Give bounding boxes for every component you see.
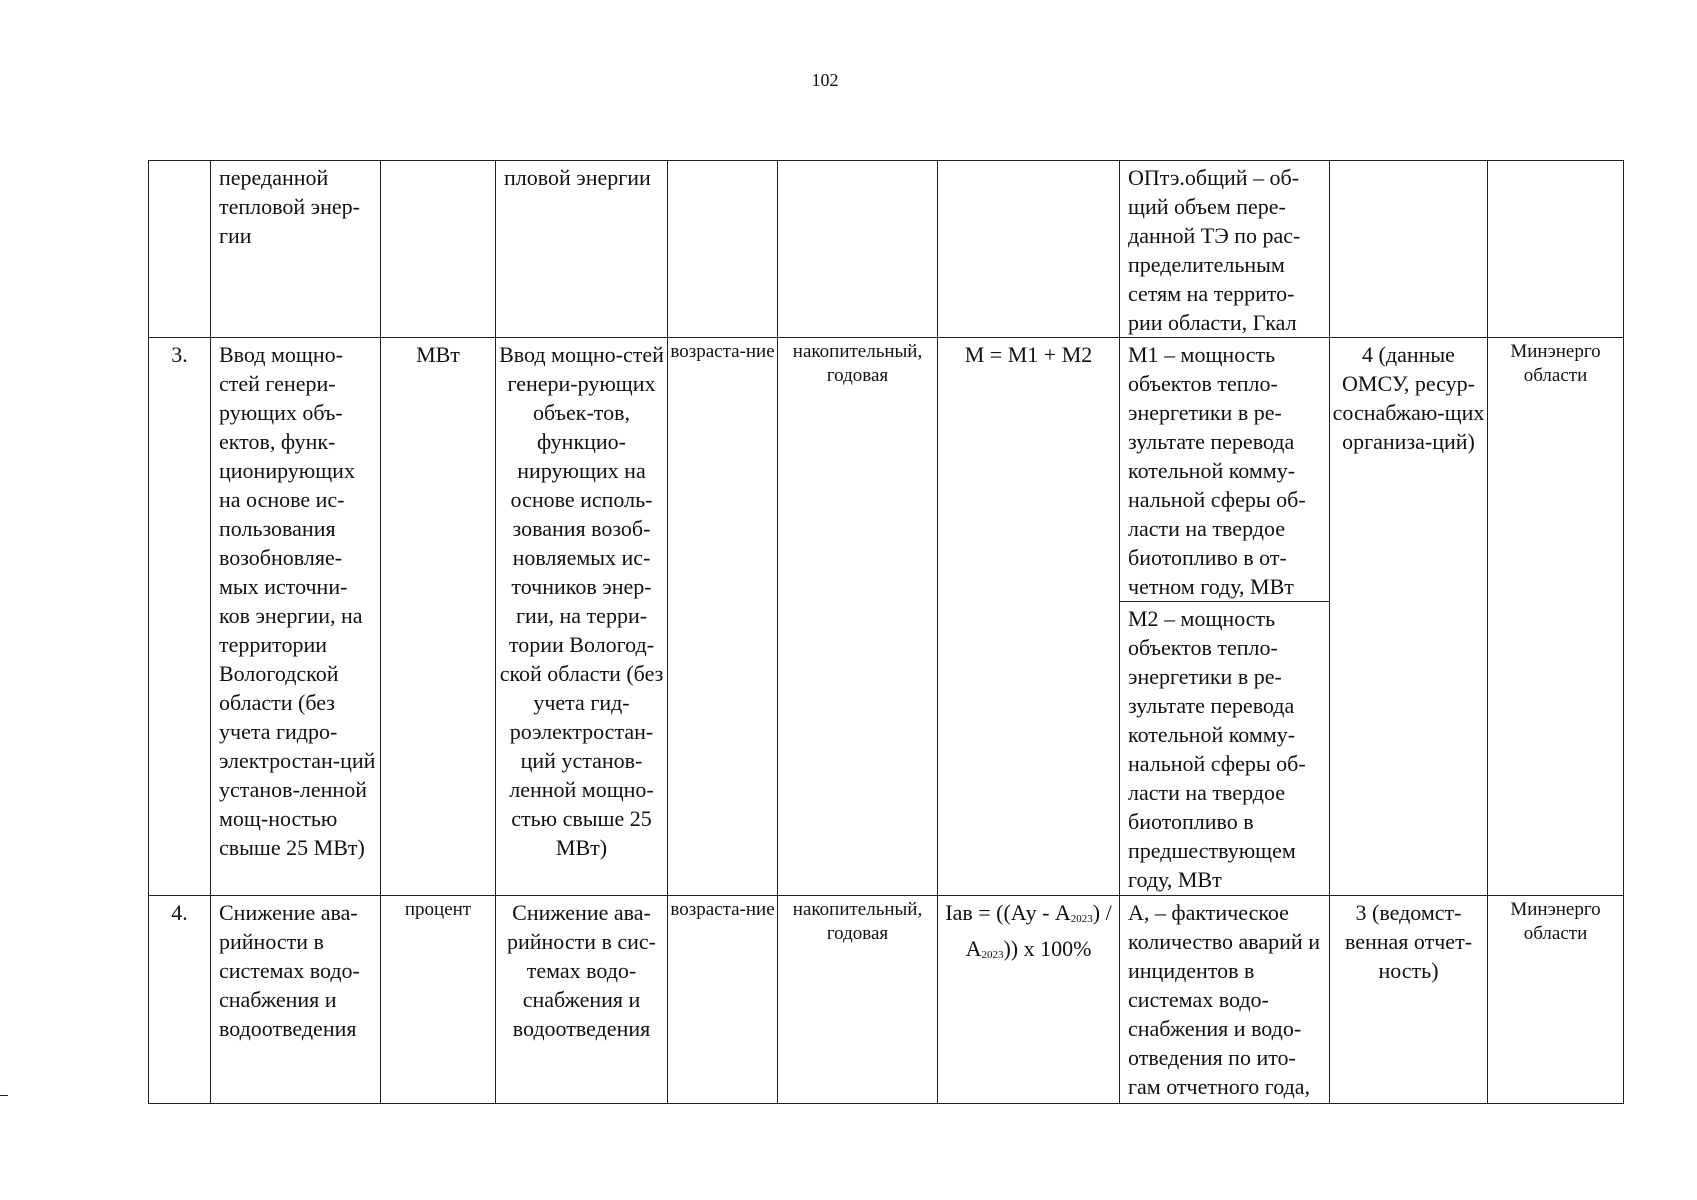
cell-unit [381, 161, 496, 338]
cell-dynamics [668, 338, 778, 896]
cell-responsible [1488, 161, 1624, 338]
edge-mark [0, 1095, 8, 1096]
formula-subscript: 2023 [1070, 913, 1093, 925]
indicator-definition: пловой энергии [504, 165, 651, 190]
cell-formula [938, 338, 1120, 896]
cell-unit [381, 896, 496, 1104]
cell-num [149, 896, 211, 1104]
cell-name [211, 896, 381, 1104]
cell-variables [1120, 338, 1330, 602]
cell-type [778, 161, 938, 338]
indicator-name: Ввод мощно-стей генери-рующих объ-ектов, функ-ционирующих на основе ис-пользования возобновляе-мых источни-ков энергии, на территории Вологодской области (без учета гидро-электростан-ций установ-ленной мощ-ностью свыше 25 МВт) [219, 342, 376, 860]
unit: процент [404, 899, 472, 920]
indicator-name: переданной тепловой энер-гии [219, 165, 360, 248]
dynamics: возраста-ние [670, 899, 775, 920]
cell-name [211, 338, 381, 896]
formula [938, 896, 1119, 970]
cell-source [1330, 161, 1488, 338]
variable-description: А, – фактическое количество аварий и инцидентов в системах водо-снабжения и водо-отведения по ито-гам отчетного года, [1128, 900, 1320, 1099]
indicators-table [148, 160, 1624, 1104]
formula: М = М1 + М2 [964, 342, 1093, 367]
indicator-name: Снижение ава-рийности в системах водо-снабжения и водоотведения [219, 900, 360, 1041]
row-number: 3. [171, 342, 188, 367]
table-row-continuation [149, 161, 1624, 338]
table-row-4 [149, 896, 1624, 1104]
page-number: 102 [811, 70, 839, 90]
unit: МВт [416, 342, 460, 367]
cell-variables [1120, 896, 1330, 1104]
variable-m1: М1 – мощность объектов тепло-энергетики в ре-зультате перевода котельной комму-нальной сферы об-ласти на твердое биотопливо в от-четном году, МВт [1128, 342, 1306, 599]
cell-variables [1120, 602, 1330, 896]
variable-description: ОПтэ.общий – об-щий объем пере-данной ТЭ по рас-пределительным сетям на террито-рии области, Гкал [1128, 165, 1301, 335]
cell-formula [938, 161, 1120, 338]
cell-definition [496, 161, 668, 338]
formula-part: )) х 100% [1003, 936, 1092, 961]
cell-source [1330, 338, 1488, 896]
cell-type [778, 338, 938, 896]
indicator-type: накопительный, годовая [792, 899, 923, 944]
cell-definition [496, 896, 668, 1104]
cell-type [778, 896, 938, 1104]
cell-num [149, 161, 211, 338]
cell-definition [496, 338, 668, 896]
cell-responsible [1488, 338, 1624, 896]
cell-dynamics [668, 896, 778, 1104]
cell-responsible [1488, 896, 1624, 1104]
indicator-definition: Ввод мощно-стей генери-рующих объек-тов, функцио-нирующих на основе исполь-зования возоб-новляемых ис-точников энер-гии, на терри-тории Вологод-ской области (без учета гид-роэлектростан-ций установ-ленной мощно-стью свыше 25 МВт) [499, 342, 664, 860]
responsible: Минэнерго области [1510, 899, 1601, 944]
cell-dynamics [668, 161, 778, 338]
data-source: 3 (ведомст-венная отчет-ность) [1344, 900, 1473, 983]
table-row-3 [149, 338, 1624, 602]
indicator-type: накопительный, годовая [792, 341, 923, 386]
cell-name [211, 161, 381, 338]
cell-source [1330, 896, 1488, 1104]
cell-formula [938, 896, 1120, 1104]
formula-subscript: 2023 [981, 949, 1004, 961]
formula-part: Iав = ((Ау - А [945, 900, 1071, 925]
cell-variables [1120, 161, 1330, 338]
formula-part: ) / А [965, 900, 1112, 961]
data-source: 4 (данные ОМСУ, ресур-соснабжаю-щих организа-ций) [1332, 342, 1485, 454]
cell-num [149, 338, 211, 896]
dynamics: возраста-ние [670, 341, 775, 362]
row-number: 4. [171, 900, 188, 925]
cell-unit [381, 338, 496, 896]
indicator-definition: Снижение ава-рийности в сис-темах водо-снабжения и водоотведения [506, 900, 657, 1041]
responsible: Минэнерго области [1510, 341, 1601, 386]
variable-m2: М2 – мощность объектов тепло-энергетики в ре-зультате перевода котельной комму-нальной сферы об-ласти на твердое биотопливо в предшествующем году, МВт [1128, 606, 1306, 892]
